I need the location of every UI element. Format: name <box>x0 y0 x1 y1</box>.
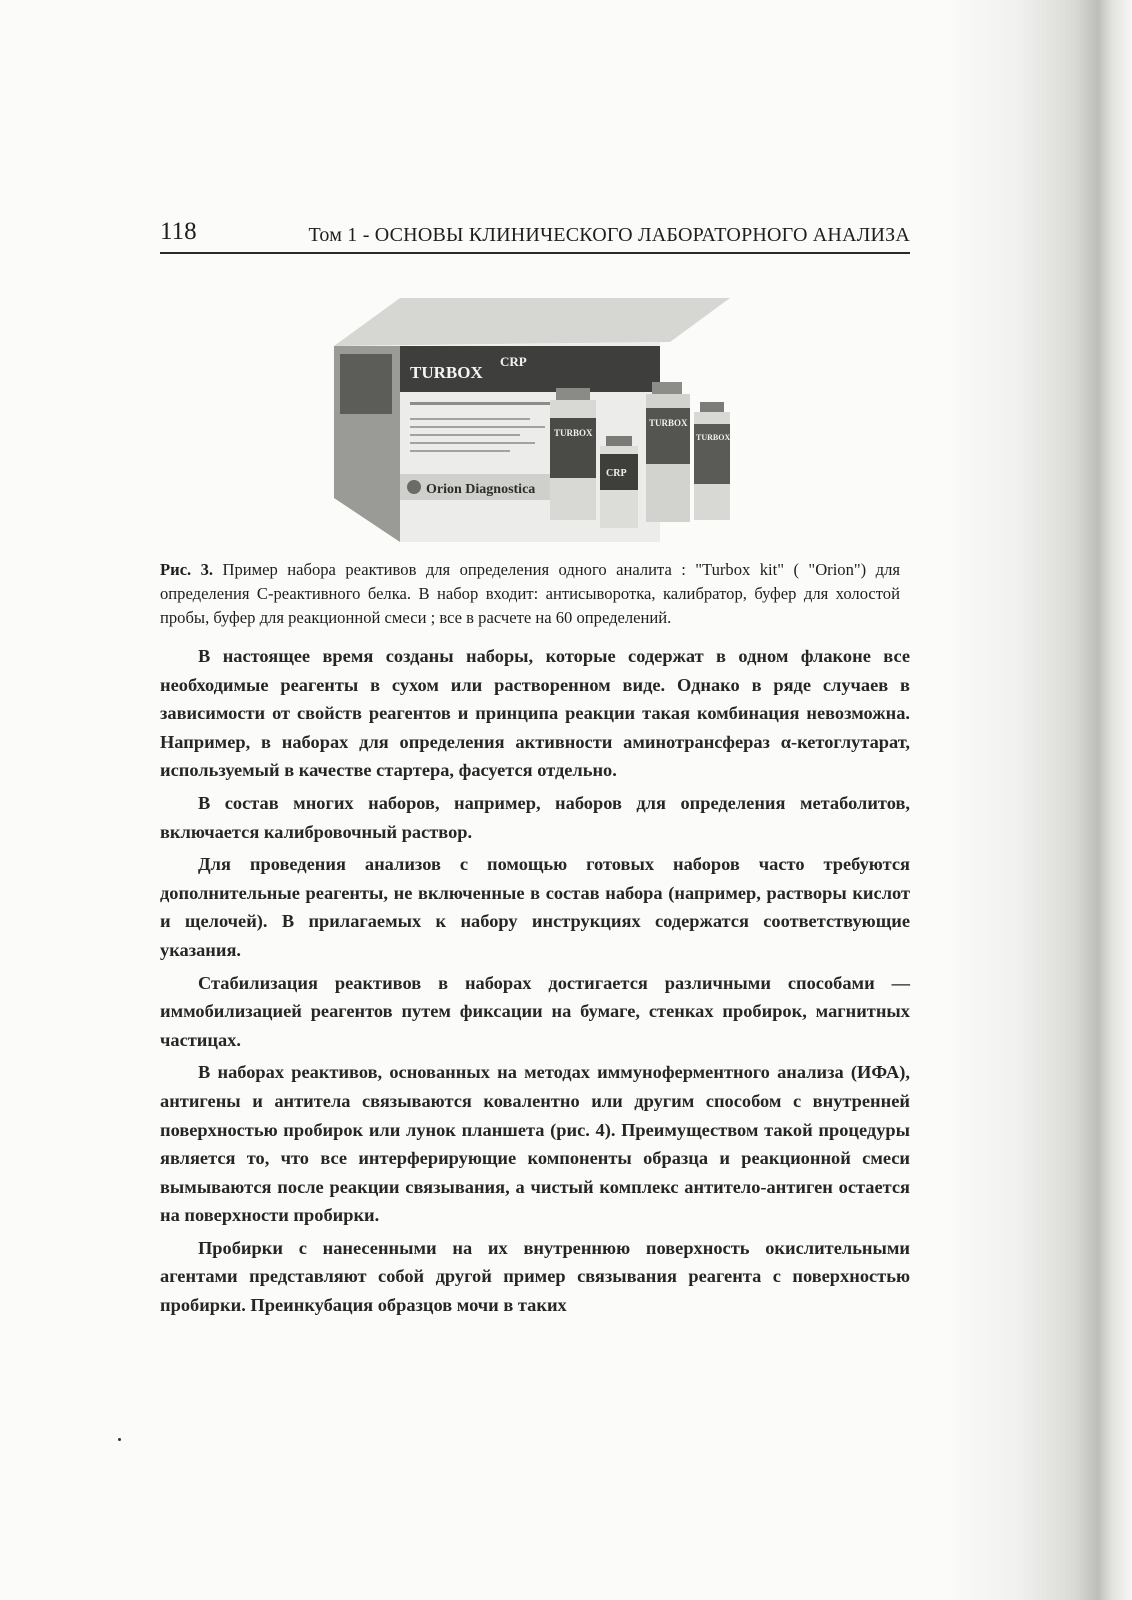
box-brand-text: TURBOX <box>410 363 483 382</box>
vial-cap <box>652 382 682 394</box>
paragraph: В состав многих наборов, например, наборов для определения метаболитов, включается калибровочный раствор. <box>160 792 910 842</box>
body-text <box>160 642 910 1320</box>
box-analyte-text: CRP <box>500 354 527 369</box>
caption-text: Пример набора реактивов для определения одного аналита : "Turbox kit" ( "Orion") для определения С-реактивного белка. В набор входит: антисыворотка, калибратор, буфер для холостой пробы, буфер для реакционной смеси ; все в расчете на 60 определений. <box>160 560 900 627</box>
caption-label: Рис. 3. <box>160 560 214 579</box>
figure-caption <box>160 558 910 630</box>
paragraph: Пробирки с нанесенными на их внутреннюю поверхность окислительными агентами представляют собой другой пример связывания реагента с поверхностью пробирки. Преинкубация образцов мочи в таких <box>160 1237 910 1316</box>
box-side-panel <box>340 354 392 414</box>
page-number: 118 <box>160 218 197 245</box>
box-print-line <box>410 450 510 452</box>
page-header <box>160 212 910 254</box>
vial-1-label <box>550 418 596 478</box>
paragraph: Стабилизация реактивов в наборах достигается различными способами — иммобилизацией реагентов путем фиксации на бумаге, стенках пробирок, магнитных частицах. <box>160 972 910 1050</box>
vial-2-text: CRP <box>606 468 627 479</box>
reagent-kit-photo <box>330 298 730 542</box>
box-print-line <box>410 418 530 420</box>
figure-3 <box>160 298 910 546</box>
paragraph: В наборах реактивов, основанных на методах иммуноферментного анализа (ИФА), антигены и антитела связываются ковалентно или другим способом с внутренней поверхностью пробирок или лунок планшета (рис. 4). Преимуществом такой процедуры является то, что все интерферирующие компоненты образца и реакционной смеси вымываются после реакции связывания, а чистый комплекс антитело-антиген остается на поверхности пробирки. <box>160 1062 910 1226</box>
vial-1-text: TURBOX <box>554 428 593 438</box>
book-gutter-shadow <box>942 0 1132 1600</box>
running-title: Том 1 - ОСНОВЫ КЛИНИЧЕСКОГО ЛАБОРАТОРНОГО АНАЛИЗА <box>308 224 910 246</box>
box-print-line <box>410 434 520 436</box>
box-top <box>334 298 730 346</box>
box-print-line <box>410 402 560 405</box>
vial-cap <box>606 436 632 446</box>
vial-cap <box>556 388 590 400</box>
paragraph: В настоящее время созданы наборы, которые содержат в одном флаконе все необходимые реагенты в сухом или растворенном виде. Однако в ряде случаев в зависимости от свойств реагентов и принципа реакции такая комбинация невозможна. Например, в наборах для определения активности аминотрансфераз α-кетоглутарат, используемый в качестве стартера, фасуется отдельно. <box>160 646 910 781</box>
box-print-line <box>410 442 535 444</box>
vial-4-text: TURBOX <box>696 433 730 442</box>
vial-3-label <box>646 408 690 464</box>
scan-speck <box>118 1438 121 1441</box>
box-maker-text: Orion Diagnostica <box>426 482 536 497</box>
paragraph: Для проведения анализов с помощью готовых наборов часто требуются дополнительные реагенты, не включенные в состав набора (например, растворы кислот и щелочей). В прилагаемых к набору инструкциях содержатся соответствующие указания. <box>160 854 910 960</box>
vial-3-text: TURBOX <box>649 418 688 428</box>
box-print-line <box>410 426 545 428</box>
orion-logo-icon <box>407 480 421 494</box>
book-page <box>160 212 910 1320</box>
vial-cap <box>700 402 724 412</box>
